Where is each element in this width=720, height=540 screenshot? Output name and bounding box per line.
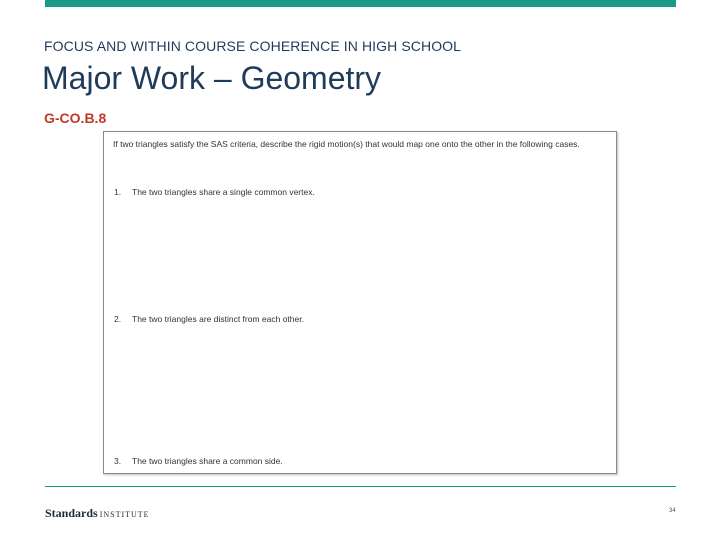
worksheet-panel bbox=[103, 131, 617, 474]
case-text: The two triangles are distinct from each other. bbox=[132, 314, 304, 324]
logo-sub: INSTITUTE bbox=[99, 510, 150, 519]
case-number: 2. bbox=[114, 314, 122, 324]
case-text: The two triangles share a single common vertex. bbox=[132, 187, 315, 197]
case-number: 1. bbox=[114, 187, 122, 197]
case-item bbox=[114, 187, 315, 197]
case-number: 3. bbox=[114, 456, 122, 466]
case-item bbox=[114, 456, 283, 466]
footer-divider bbox=[45, 486, 676, 487]
case-text: The two triangles share a common side. bbox=[132, 456, 283, 466]
standards-institute-logo bbox=[45, 504, 150, 522]
worksheet-prompt: If two triangles satisfy the SAS criteria, describe the rigid motion(s) that would map one onto the other in the following cases. bbox=[113, 139, 580, 149]
page-number: 34 bbox=[669, 508, 676, 514]
case-item bbox=[114, 314, 304, 324]
section-kicker: FOCUS AND WITHIN COURSE COHERENCE IN HIGH SCHOOL bbox=[44, 38, 462, 54]
standard-code: G-CO.B.8 bbox=[44, 110, 107, 126]
logo-brand: Standards bbox=[45, 506, 98, 520]
top-accent-bar bbox=[45, 0, 676, 7]
page-title: Major Work – Geometry bbox=[42, 60, 382, 96]
